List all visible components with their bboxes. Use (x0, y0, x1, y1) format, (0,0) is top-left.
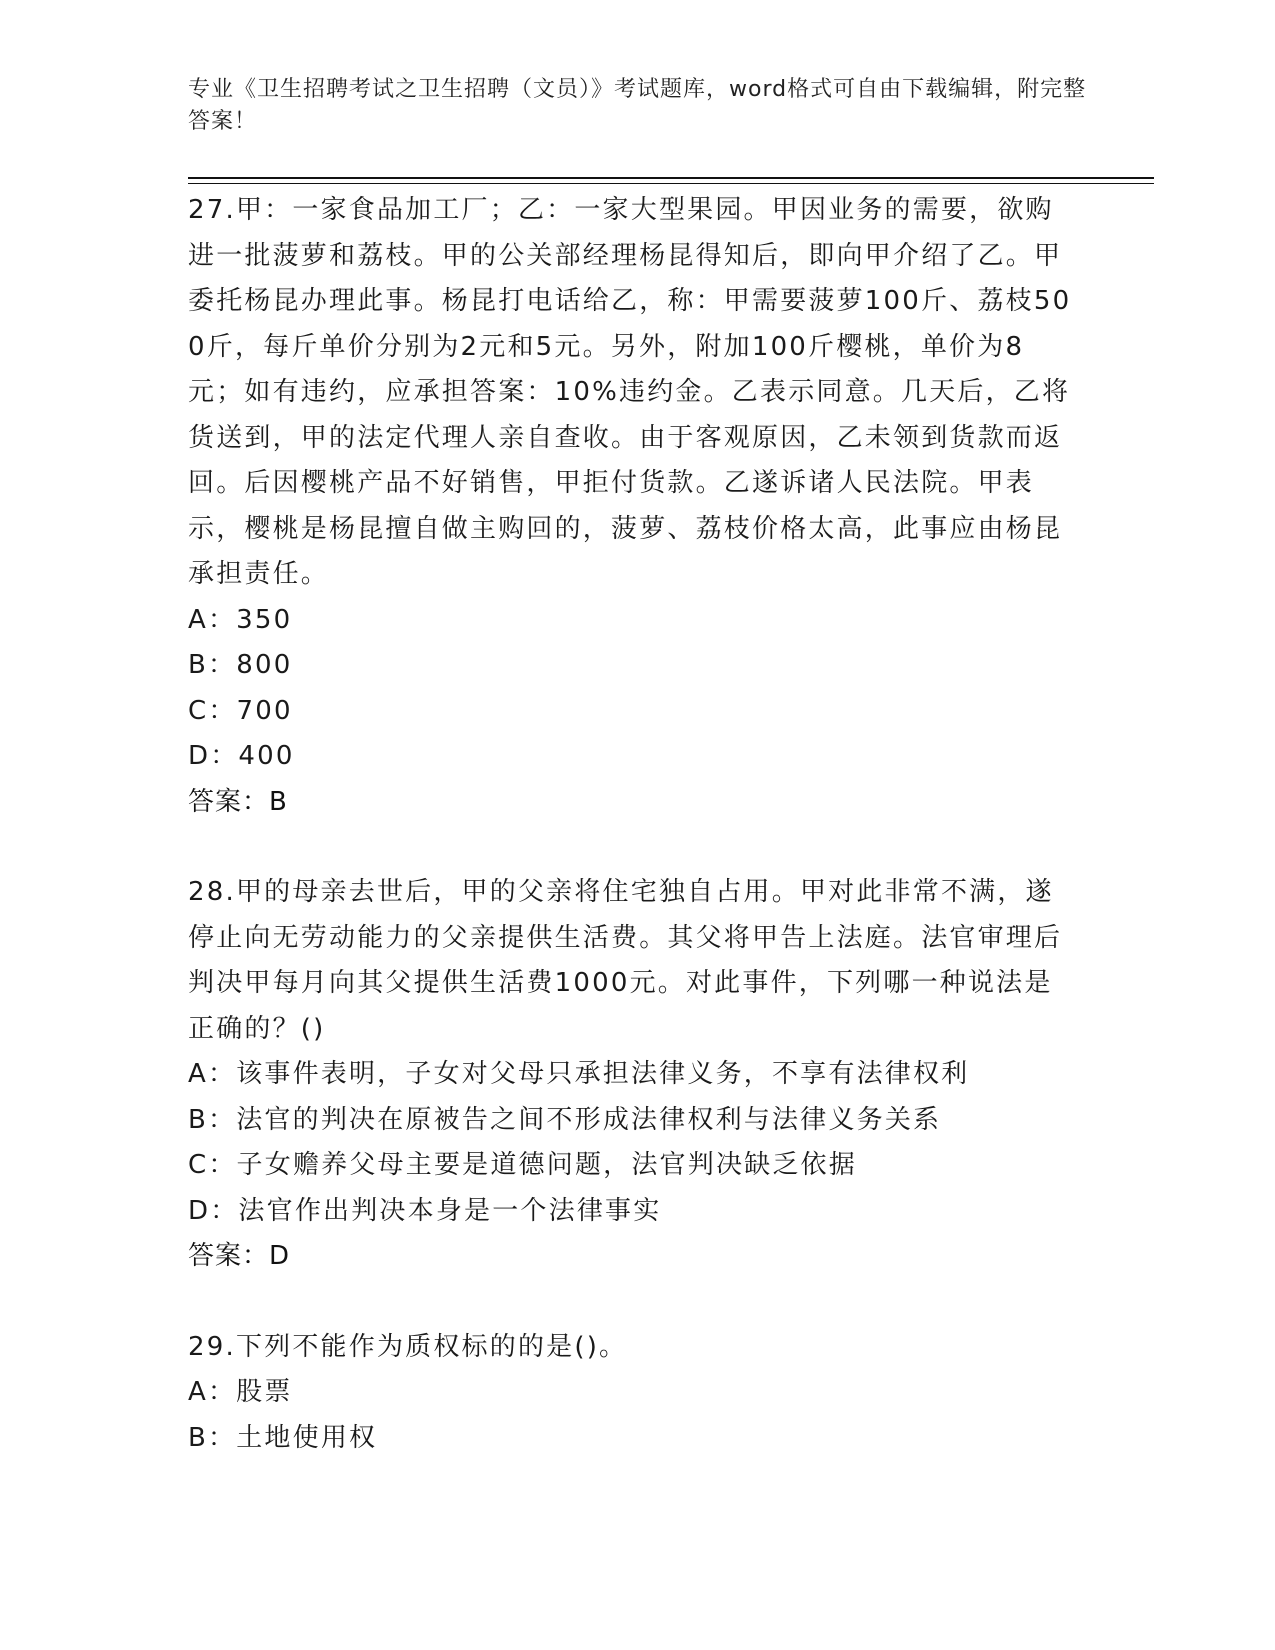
option-b: B：800 (188, 650, 293, 680)
question-list (188, 188, 1078, 1461)
question-28 (188, 870, 1078, 1280)
option-b: B：土地使用权 (188, 1422, 378, 1453)
option-a: A：该事件表明，子女对父母只承担法律义务，不享有法律权利 (188, 1059, 970, 1089)
option-a: A：350 (188, 604, 293, 635)
question-29 (188, 1325, 1078, 1462)
answer-label: 答案：B (188, 786, 288, 817)
spacer (188, 1280, 1078, 1325)
option-c: C：子女赡养父母主要是道德问题，法官判决缺乏依据 (188, 1150, 857, 1180)
header-title: 专业《卫生招聘考试之卫生招聘（文员）》考试题库，word格式可自由下载编辑，附完整答案！ (188, 77, 1087, 134)
spacer (188, 825, 1078, 870)
option-d: D：400 (188, 741, 295, 771)
header-rule-thin (188, 183, 1154, 184)
option-c: C：700 (188, 695, 293, 726)
header-rule-thick (188, 177, 1154, 179)
answer-label: 答案：D (188, 1241, 291, 1271)
question-27 (188, 188, 1078, 825)
question-text: 29.下列不能作为质权标的的是()。 (188, 1331, 628, 1362)
option-a: A：股票 (188, 1377, 293, 1407)
option-b: B：法官的判决在原被告之间不形成法律权利与法律义务关系 (188, 1104, 942, 1135)
option-d: D：法官作出判决本身是一个法律事实 (188, 1195, 662, 1226)
question-text: 28.甲的母亲去世后，甲的父亲将住宅独自占用。甲对此非常不满，遂停止向无劳动能力的父亲提供生活费。其父将甲告上法庭。法官审理后判决甲每月向其父提供生活费1000元。对此事件，下列哪一种说法是正确的？() (188, 877, 1063, 1044)
question-text: 27.甲：一家食品加工厂；乙：一家大型果园。甲因业务的需要，欲购进一批菠萝和荔枝。甲的公关部经理杨昆得知后，即向甲介绍了乙。甲委托杨昆办理此事。杨昆打电话给乙，称：甲需要菠萝100斤、荔枝500斤，每斤单价分别为2元和5元。另外，附加100斤樱桃，单价为8元；如有违约，应承担答案：10%违约金。乙表示同意。几天后，乙将货送到，甲的法定代理人亲自查收。由于客观原因，乙未领到货款而返回。后因樱桃产品不好销售，甲拒付货款。乙遂诉诸人民法院。甲表示，樱桃是杨昆擅自做主购回的，菠萝、荔枝价格太高，此事应由杨昆承担责任。 (188, 195, 1072, 589)
